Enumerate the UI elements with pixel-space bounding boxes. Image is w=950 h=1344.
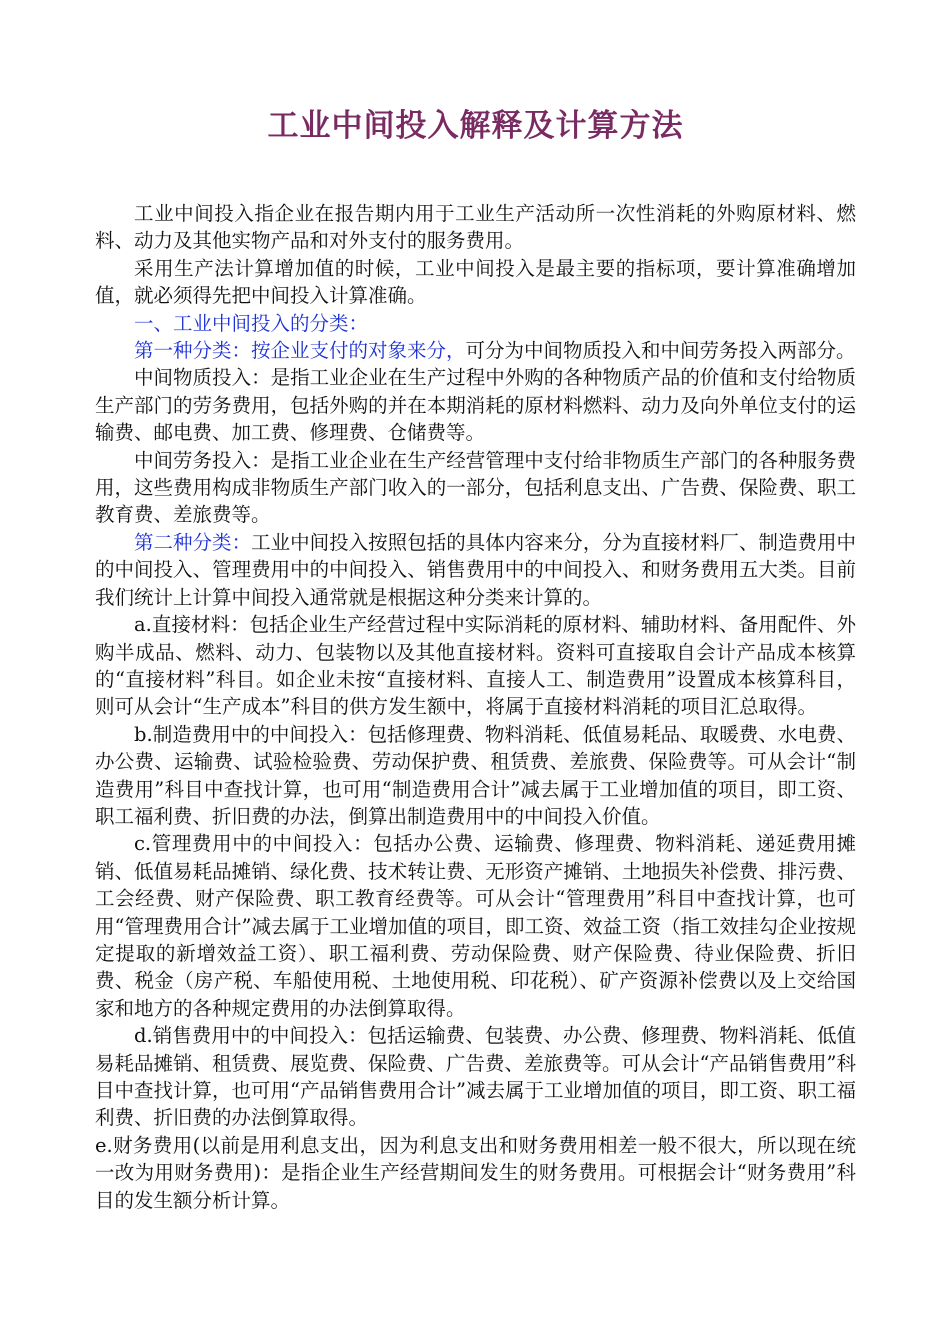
page-title: 工业中间投入解释及计算方法	[267, 108, 684, 144]
paragraph-item-c: c.管理费用中的中间投入：包括办公费、运输费、修理费、物料消耗、递延费用摊销、低值易耗品摊销、绿化费、技术转让费、无形资产摊销、土地损失补偿费、排污费、工会经费、财产保险费、职工教育经费等。可从会计“管理费用”科目中查找计算，也可用“管理费用合计”减去属于工业增加值的项目，即工资、效益工资（指工效挂勾企业按规定提取的新增效益工资）、职工福利费、劳动保险费、财产保险费、待业保险费、折旧费、税金（房产税、车船使用税、土地使用税、印花税）、矿产资源补偿费以及上交给国家和地方的各种规定费用的办法倒算取得。	[95, 832, 856, 1020]
classification-two-text: 工业中间投入按照包括的具体内容来分，分为直接材料厂、制造费用中的中间投入、管理费用中的中间投入、销售费用中的中间投入、和财务费用五大类。目前我们统计上计算中间投入通常就是根据这种分类来计算的。	[95, 530, 856, 609]
paragraph-item-a: a.直接材料：包括企业生产经营过程中实际消耗的原材料、辅助材料、备用配件、外购半成品、燃料、动力、包装物以及其他直接材料。资料可直接取自会计产品成本核算的“直接材料”科目。如企业未按“直接材料、直接人工、制造费用”设置成本核算科目，则可从会计“生产成本”科目的供方发生额中，将属于直接材料消耗的项目汇总取得。	[95, 613, 856, 719]
classification-one-lead: 第一种分类：按企业支付的对象来分，	[134, 339, 466, 363]
paragraph-definition: 工业中间投入指企业在报告期内用于工业生产活动所一次性消耗的外购原材料、燃料、动力及其他实物产品和对外支付的服务费用。	[95, 202, 856, 253]
paragraph-classification-one	[95, 337, 856, 364]
paragraph-classification-two	[95, 529, 856, 611]
paragraph-material-input: 中间物质投入：是指工业企业在生产过程中外购的各种物质产品的价值和支付给物质生产部门的劳务费用，包括外购的并在本期消耗的原材料燃料、动力及向外单位支付的运输费、邮电费、加工费、修理费、仓储费等。	[95, 366, 856, 445]
paragraph-production-method: 采用生产法计算增加值的时候，工业中间投入是最主要的指标项，要计算准确增加值，就必须得先把中间投入计算准确。	[95, 256, 856, 308]
document-body	[95, 200, 856, 1214]
classification-one-text: 可分为中间物质投入和中间劳务投入两部分。	[465, 339, 856, 363]
paragraph-item-e: e.财务费用(以前是用利息支出，因为利息支出和财务费用相差一般不很大，所以现在统一改为用财务费用)：是指企业生产经营期间发生的财务费用。可根据会计“财务费用”科目的发生额分析计算。	[95, 1133, 856, 1212]
paragraph-item-d: d.销售费用中的中间投入：包括运输费、包装费、办公费、修理费、物料消耗、低值易耗品摊销、租赁费、展览费、保险费、广告费、差旅费等。可从会计“产品销售费用”科目中查找计算，也可用“产品销售费用合计”减去属于工业增加值的项目，即工资、职工福利费、折旧费的办法倒算取得。	[95, 1024, 856, 1130]
section-heading-classification: 一、工业中间投入的分类：	[134, 311, 369, 335]
paragraph-item-b: b.制造费用中的中间投入：包括修理费、物料消耗、低值易耗品、取暖费、水电费、办公费、运输费、试验检验费、劳动保护费、租赁费、差旅费、保险费等。可从会计“制造费用”科目中查找计算，也可用“制造费用合计”减去属于工业增加值的项目，即工资、职工福利费、折旧费的办法，倒算出制造费用中的中间投入价值。	[95, 722, 856, 828]
paragraph-labor-input: 中间劳务投入：是指工业企业在生产经营管理中支付给非物质生产部门的各种服务费用，这些费用构成非物质生产部门收入的一部分，包括利息支出、广告费、保险费、职工教育费、差旅费等。	[95, 448, 856, 527]
classification-two-lead: 第二种分类：	[134, 530, 252, 554]
